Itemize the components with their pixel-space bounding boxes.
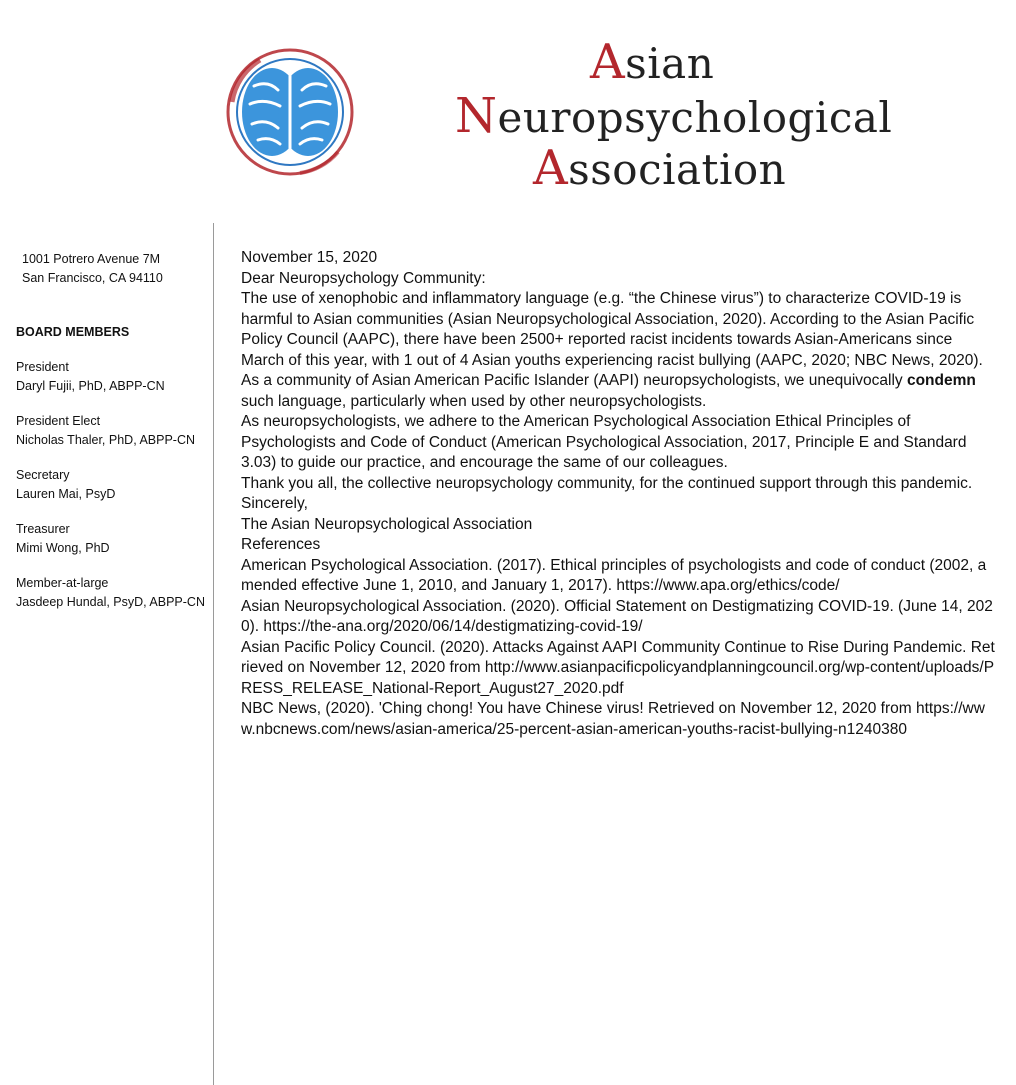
member-role: Secretary [16,468,70,482]
member-role: President Elect [16,414,101,428]
member-name: Daryl Fujii, PhD, ABPP-CN [16,379,165,393]
paragraph: The use of xenophobic and inflammatory language (e.g. “the Chinese virus”) to characterize COVID-19 is harmful to Asian communities (Asian Neuropsychological Association, 2020). According to the Asian Pacific Policy Council (AAPC), there have been 2500+ reported racist incidents towards Asian-Americans since March of this year, with 1 out of 4 Asian youths experiencing racist bullying (AAPC, 2020; NBC News, 2020). As a community of Asian American Pacific Islander (AAPI) neuropsychologists, we unequivocally condemn such language, particularly when used by other neuropsychologists. [241,290,983,410]
sidebar [16,250,211,612]
letter-closing: Sincerely, [241,495,308,512]
paragraph: As neuropsychologists, we adhere to the American Psychological Association Ethical Principles of Psychologists and Code of Conduct (American Psychological Association, 2017, Principle E and Standard 3.03) to guide our practice, and encourage the same of our colleagues. [241,413,967,471]
board-member [16,520,211,558]
reference-item: Asian Pacific Policy Council. (2020). Attacks Against AAPI Community Continue to Rise During Pandemic. Retrieved on November 12, 2020 from http://www.asianpacificpolicyandplanningcouncil.org/wp-content/uploads/PRESS_RELEASE_National-Report_August27_2020.pdf [241,638,995,697]
logo-word-neuropsychological: Neuropsychological [455,88,893,144]
member-name: Mimi Wong, PhD [16,541,110,555]
member-name: Nicholas Thaler, PhD, ABPP-CN [16,433,196,447]
member-role: President [16,360,69,374]
emphasis-condemn: condemn [906,372,976,389]
letterhead [160,30,893,196]
letter-date: November 15, 2020 [241,249,378,266]
logo-word-association: Association [533,140,787,196]
address-line: 1001 Potrero Avenue 7M [22,252,161,266]
letter-greeting: Dear Neuropsychology Community: [241,269,486,287]
organization-logo-text [455,34,893,196]
letter-signature: The Asian Neuropsychological Association [241,515,533,533]
board-member [16,358,211,396]
member-role: Member-at-large [16,576,109,590]
member-name: Jasdeep Hundal, PsyD, ABPP-CN [16,595,205,609]
sidebar-divider [213,223,214,1085]
board-members-title: BOARD MEMBERS [16,325,130,339]
board-member [16,466,211,504]
reference-item: NBC News, (2020). 'Ching chong! You have Chinese virus! Retrieved on November 12, 2020 from https://www.nbcnews.com/news/asian-america/25-percent-asian-american-youths-racist-bullying-n1240380 [241,700,985,738]
member-name: Lauren Mai, PsyD [16,487,116,501]
reference-item: Asian Neuropsychological Association. (2020). Official Statement on Destigmatizing COVID-19. (June 14, 2020). https://the-ana.org/2020/06/14/destigmatizing-covid-19/ [241,597,993,635]
paragraph: Thank you all, the collective neuropsychology community, for the continued support through this pandemic. [241,474,973,492]
address [22,250,211,288]
reference-item: American Psychological Association. (2017). Ethical principles of psychologists and code of conduct (2002, amended effective June 1, 2010, and January 1, 2017). https://www.apa.org/ethics/code/ [241,556,987,594]
letter-body [241,248,996,740]
board-member [16,412,211,450]
logo-word-asian: Asian [590,34,715,90]
member-role: Treasurer [16,522,70,536]
board-member [16,574,211,612]
references-heading: References [241,536,321,553]
brain-icon [220,42,360,182]
address-line: San Francisco, CA 94110 [22,271,163,285]
